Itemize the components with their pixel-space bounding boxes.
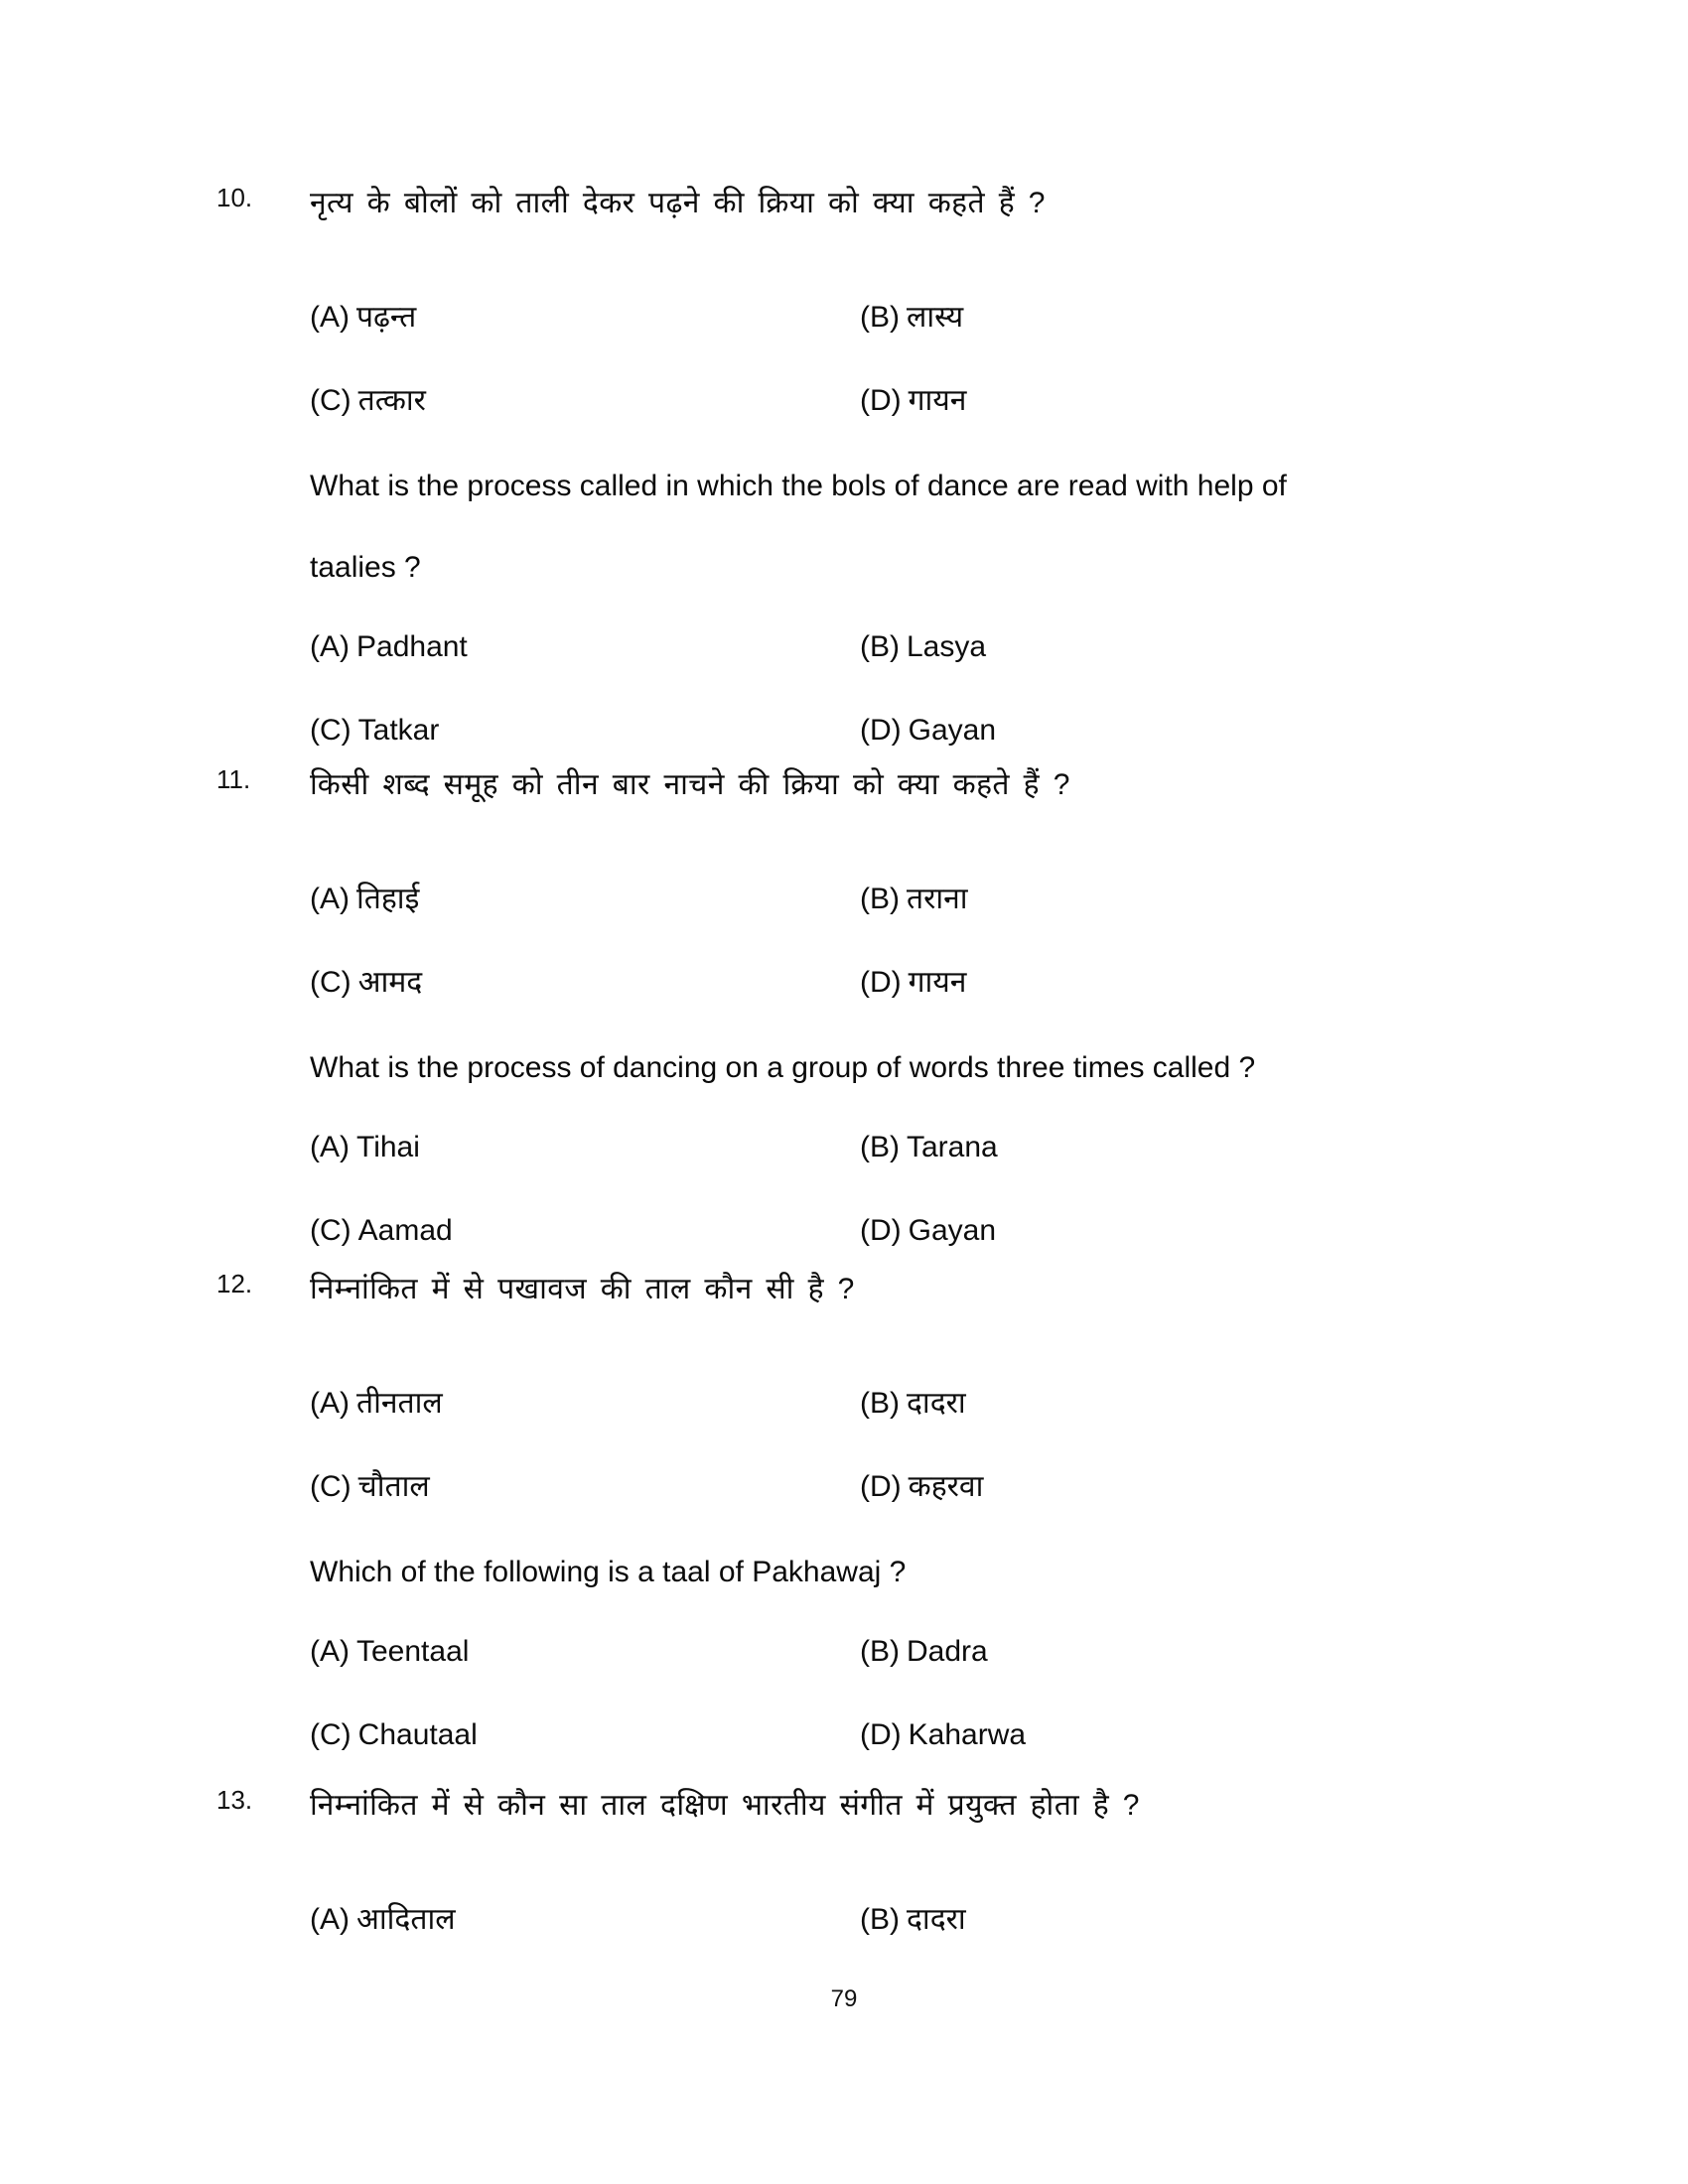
option-d-hindi[interactable] [860,965,966,1001]
english-question-line-1: Which of the following is a taal of Pakhawaj ? [310,1556,907,1588]
question-number: 13. [216,1785,253,1815]
hindi-option-row-cd [0,965,1688,1048]
option-b-label: (B) [860,1387,900,1420]
hindi-option-row-cd [0,1469,1688,1553]
option-d-label: (D) [860,384,902,417]
option-a-label: (A) [310,883,350,915]
hindi-option-row-ab [0,1386,1688,1469]
option-b-hindi[interactable] [860,1902,966,1938]
option-c-text: तत्कार [357,384,426,417]
hindi-option-row-ab [0,1902,1688,1985]
question-heading-hindi [0,185,1688,242]
option-c-text: चौताल [357,1470,430,1503]
question-text-hindi: नृत्य के बोलों को ताली देकर पढ़ने की क्रिया को क्या कहते हैं ? [310,187,1046,219]
option-d-english[interactable] [860,1717,1026,1753]
option-b-label-en: (B) [860,1131,900,1163]
option-b-text-en: Tarana [907,1131,998,1163]
question-text-english [0,1048,1688,1130]
option-d-label: (D) [860,1470,902,1503]
question-number: 11. [216,764,251,794]
question-text-hindi: निम्नांकित में से कौन सा ताल दक्षिण भारतीय संगीत में प्रयुक्त होता है ? [310,1789,1140,1822]
option-b-hindi[interactable] [860,300,963,336]
option-b-text: तराना [907,883,968,915]
question-block-10 [0,185,1688,796]
question-text-hindi: किसी शब्द समूह को तीन बार नाचने की क्रिया को क्या कहते हैं ? [310,768,1070,801]
option-c-text: आमद [357,966,423,999]
question-number: 10. [216,183,253,212]
option-b-label-en: (B) [860,630,900,663]
english-option-row-ab [0,1130,1688,1213]
hindi-option-row-ab [0,882,1688,965]
option-d-english[interactable] [860,1213,996,1249]
option-a-text-en: Tihai [356,1131,420,1163]
english-question-line-1: What is the process called in which the bols of dance are read with help of [310,470,1287,502]
option-d-text-en: Kaharwa [908,1718,1027,1751]
option-b-text: दादरा [907,1903,966,1936]
english-option-row-ab [0,1634,1688,1717]
question-text-english [0,467,1688,629]
option-b-label: (B) [860,301,900,334]
option-b-label: (B) [860,1903,900,1936]
option-b-text: दादरा [907,1387,966,1420]
option-a-text: तीनताल [356,1387,443,1420]
option-d-hindi[interactable] [860,383,966,419]
option-d-text-en: Gayan [908,1214,997,1247]
option-b-english[interactable] [860,1634,988,1670]
option-c-english[interactable] [310,1717,478,1753]
option-b-label: (B) [860,883,900,915]
option-b-text-en: Dadra [907,1635,988,1668]
option-c-text-en: Tatkar [357,714,440,747]
option-a-english[interactable] [310,1130,420,1165]
question-heading-hindi [0,1787,1688,1844]
option-c-label: (C) [310,966,352,999]
option-a-label: (A) [310,1903,350,1936]
question-text-hindi: निम्नांकित में से पखावज की ताल कौन सी है ? [310,1273,855,1305]
option-d-label-en: (D) [860,1718,902,1751]
option-b-english[interactable] [860,629,986,665]
option-c-text-en: Aamad [357,1214,453,1247]
question-heading-hindi [0,766,1688,824]
option-d-text: गायन [908,966,967,999]
option-c-hindi[interactable] [310,965,422,1001]
option-c-english[interactable] [310,713,439,749]
option-d-label-en: (D) [860,1214,902,1247]
option-c-english[interactable] [310,1213,453,1249]
option-d-hindi[interactable] [860,1469,983,1505]
option-a-text-en: Padhant [356,630,468,663]
option-a-hindi[interactable] [310,1902,456,1938]
option-c-hindi[interactable] [310,383,426,419]
option-a-text: आदिताल [356,1903,456,1936]
hindi-option-row-ab [0,300,1688,383]
question-block-12 [0,1271,1688,1801]
option-d-text-en: Gayan [908,714,997,747]
option-d-english[interactable] [860,713,996,749]
option-a-label: (A) [310,301,350,334]
option-a-english[interactable] [310,1634,469,1670]
question-block-11 [0,766,1688,1297]
option-c-label: (C) [310,1470,352,1503]
option-a-hindi[interactable] [310,300,416,336]
option-a-text: पढ़न्त [356,301,417,334]
option-b-english[interactable] [860,1130,998,1165]
option-a-label: (A) [310,1387,350,1420]
option-a-hindi[interactable] [310,882,419,917]
option-b-hindi[interactable] [860,882,968,917]
option-c-label-en: (C) [310,714,352,747]
option-c-label-en: (C) [310,1718,352,1751]
option-b-label-en: (B) [860,1635,900,1668]
option-a-text-en: Teentaal [356,1635,470,1668]
option-d-label-en: (D) [860,714,902,747]
question-text-english [0,1553,1688,1634]
option-c-text-en: Chautaal [357,1718,478,1751]
option-a-text: तिहाई [356,883,420,915]
english-question-line-1: What is the process of dancing on a group of words three times called ? [310,1051,1256,1084]
option-b-text-en: Lasya [907,630,987,663]
page-number: 79 [830,1985,858,2012]
option-c-label-en: (C) [310,1214,352,1247]
option-a-label-en: (A) [310,630,350,663]
option-a-english[interactable] [310,629,468,665]
question-number: 12. [216,1269,253,1298]
question-heading-hindi [0,1271,1688,1328]
option-a-hindi[interactable] [310,1386,443,1422]
option-c-hindi[interactable] [310,1469,430,1505]
question-block-13 [0,1787,1688,1985]
option-d-label: (D) [860,966,902,999]
hindi-option-row-cd [0,383,1688,467]
option-c-label: (C) [310,384,352,417]
option-d-text: गायन [908,384,967,417]
english-option-row-ab [0,629,1688,713]
option-a-label-en: (A) [310,1131,350,1163]
option-b-hindi[interactable] [860,1386,966,1422]
option-a-label-en: (A) [310,1635,350,1668]
english-question-line-2: taalies ? [310,551,421,584]
option-d-text: कहरवा [908,1470,984,1503]
option-b-text: लास्य [907,301,964,334]
